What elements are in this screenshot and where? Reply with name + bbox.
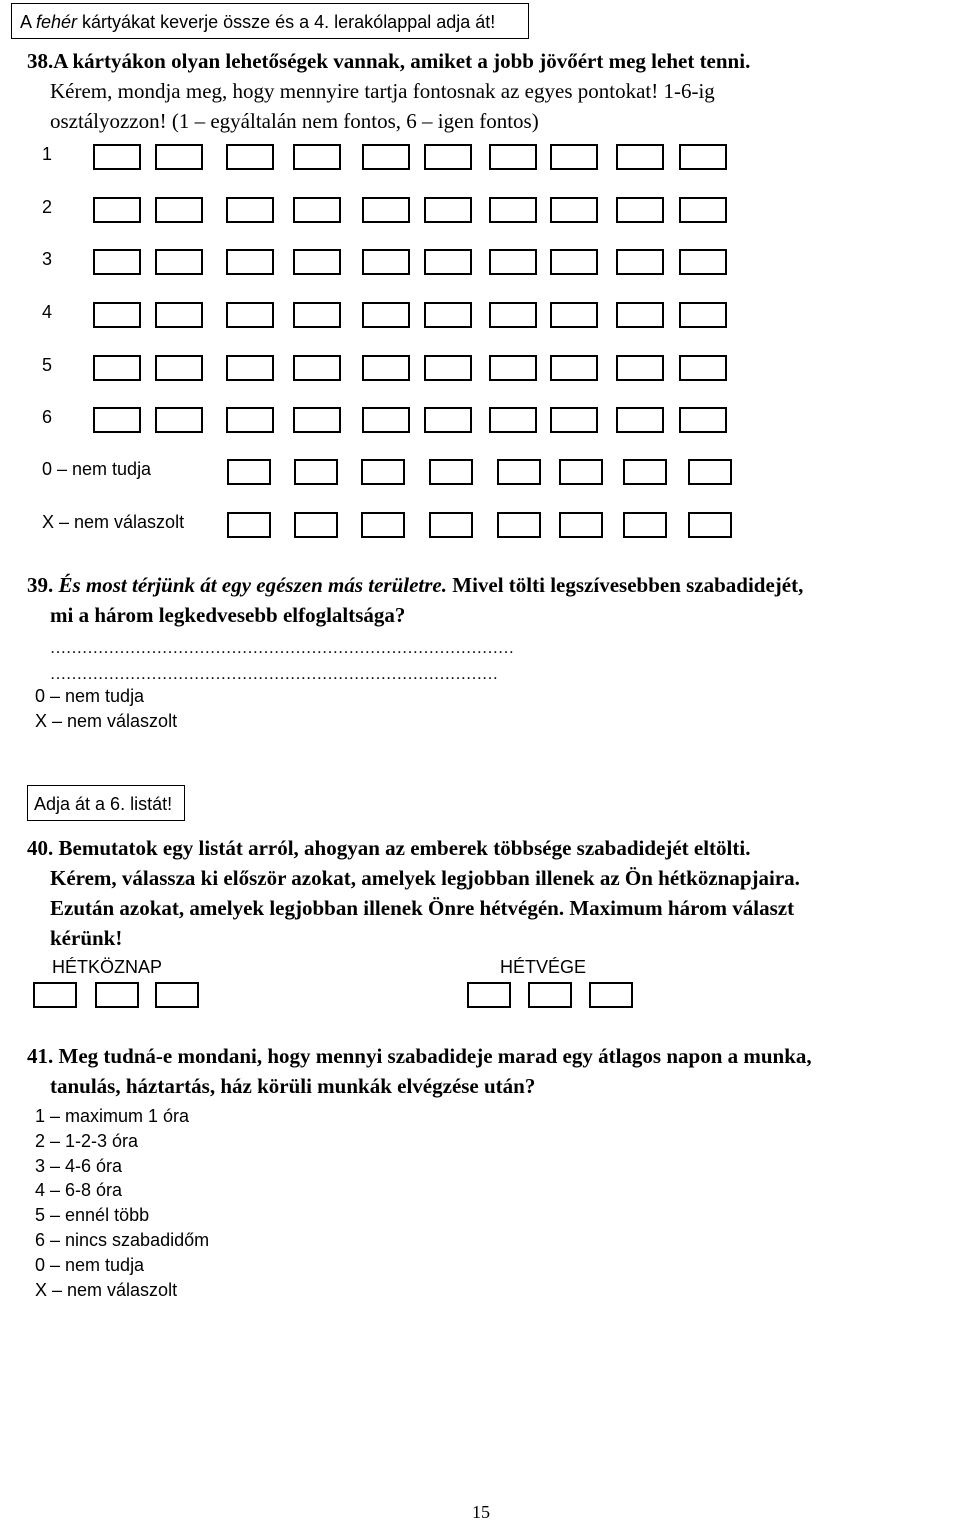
weekday-choice-box-1[interactable]: [33, 982, 77, 1008]
q38-answer-box[interactable]: [489, 407, 537, 433]
q41-line1: 41. Meg tudná-e mondani, hogy mennyi szabadideje marad egy átlagos napon a munka,: [27, 1044, 812, 1068]
q38-answer-box[interactable]: [424, 197, 472, 223]
q38-answer-box[interactable]: [155, 197, 203, 223]
weekend-choice-box-3[interactable]: [589, 982, 633, 1008]
q38-answer-box[interactable]: [429, 512, 473, 538]
q38-answer-box[interactable]: [93, 144, 141, 170]
q38-answer-box[interactable]: [227, 459, 271, 485]
instruction-prefix: A: [20, 12, 37, 32]
q38-answer-box[interactable]: [227, 512, 271, 538]
instruction-rest: kártyákat keverje össze és a 4. lerakólappal adja át!: [77, 12, 496, 32]
q38-answer-box[interactable]: [688, 512, 732, 538]
q38-answer-box[interactable]: [93, 197, 141, 223]
q38-row-label: 2: [42, 197, 53, 217]
q38-answer-box[interactable]: [424, 355, 472, 381]
q38-answer-box[interactable]: [623, 459, 667, 485]
q38-answer-box[interactable]: [362, 302, 410, 328]
q38-answer-box[interactable]: [550, 144, 598, 170]
q38-answer-box[interactable]: [559, 512, 603, 538]
q38-answer-box[interactable]: [93, 407, 141, 433]
q41-option: 5 – ennél több: [35, 1205, 150, 1226]
q38-answer-box[interactable]: [688, 459, 732, 485]
q38-answer-box[interactable]: [489, 302, 537, 328]
q38-answer-box[interactable]: [616, 355, 664, 381]
q38-answer-box[interactable]: [679, 144, 727, 170]
q41-option: 3 – 4-6 óra: [35, 1155, 123, 1176]
q38-answer-box[interactable]: [616, 302, 664, 328]
weekday-choice-box-2[interactable]: [95, 982, 139, 1008]
q38-answer-box[interactable]: [155, 355, 203, 381]
q39-number: 39.: [27, 573, 59, 597]
handover-instruction-box: Adja át a 6. listát!: [27, 785, 185, 821]
q38-answer-box[interactable]: [361, 459, 405, 485]
q38-answer-box[interactable]: [550, 407, 598, 433]
q38-answer-box[interactable]: [93, 355, 141, 381]
weekend-choice-box-1[interactable]: [467, 982, 511, 1008]
q38-answer-box[interactable]: [424, 302, 472, 328]
q38-answer-box[interactable]: [362, 249, 410, 275]
weekend-choice-box-2[interactable]: [528, 982, 572, 1008]
q40-line4: kérünk!: [50, 926, 123, 950]
q38-answer-box[interactable]: [293, 355, 341, 381]
q39-line1: [27, 570, 803, 600]
q38-answer-box[interactable]: [155, 407, 203, 433]
q39-answer-line-1[interactable]: ……………………………………………………………………………: [50, 640, 514, 657]
q41-option: 4 – 6-8 óra: [35, 1180, 123, 1201]
q39-option-0: 0 – nem tudja: [35, 686, 145, 706]
q38-row-label: 0 – nem tudja: [42, 459, 152, 479]
q38-answer-box[interactable]: [679, 249, 727, 275]
q40-line1: 40. Bemutatok egy listát arról, ahogyan az emberek többsége szabadidejét eltölti.: [27, 836, 751, 860]
q38-answer-box[interactable]: [679, 302, 727, 328]
q38-answer-box[interactable]: [362, 197, 410, 223]
weekday-label: HÉTKÖZNAP: [52, 957, 163, 977]
q38-answer-box[interactable]: [489, 355, 537, 381]
q38-answer-box[interactable]: [616, 407, 664, 433]
instruction-box: [11, 3, 529, 39]
q38-answer-box[interactable]: [155, 144, 203, 170]
q38-answer-box[interactable]: [489, 249, 537, 275]
q38-answer-box[interactable]: [226, 249, 274, 275]
q38-answer-box[interactable]: [497, 459, 541, 485]
q38-answer-box[interactable]: [293, 249, 341, 275]
q38-answer-box[interactable]: [623, 512, 667, 538]
q38-answer-box[interactable]: [294, 512, 338, 538]
q38-answer-box[interactable]: [226, 355, 274, 381]
q38-answer-box[interactable]: [293, 144, 341, 170]
q38-answer-box[interactable]: [155, 302, 203, 328]
page-number: 15: [472, 1502, 490, 1522]
q38-row-label: 6: [42, 407, 53, 427]
q38-answer-box[interactable]: [93, 249, 141, 275]
q39-answer-line-2[interactable]: …………………………………………………………………………: [50, 666, 498, 683]
q38-answer-box[interactable]: [362, 144, 410, 170]
q39-intro-italic: És most térjünk át egy egészen más területre.: [58, 573, 447, 597]
q38-answer-box[interactable]: [424, 144, 472, 170]
instruction-italic-word: fehér: [36, 12, 78, 32]
q38-row-label: 3: [42, 249, 53, 269]
q38-answer-box[interactable]: [429, 459, 473, 485]
q38-answer-box[interactable]: [93, 302, 141, 328]
q38-answer-box[interactable]: [424, 249, 472, 275]
q39-question-part: Mivel tölti legszívesebben szabadidejét,: [447, 573, 804, 597]
q38-answer-box[interactable]: [226, 144, 274, 170]
q38-answer-box[interactable]: [293, 407, 341, 433]
q38-answer-box[interactable]: [616, 249, 664, 275]
q39-line2: mi a három legkedvesebb elfoglaltsága?: [50, 603, 406, 627]
q38-row-label: 4: [42, 302, 53, 322]
q38-answer-box[interactable]: [226, 407, 274, 433]
q38-answer-box[interactable]: [550, 355, 598, 381]
q38-answer-box[interactable]: [294, 459, 338, 485]
q38-answer-box[interactable]: [550, 197, 598, 223]
q38-answer-box[interactable]: [497, 512, 541, 538]
q38-row-label: 1: [42, 144, 53, 164]
q38-answer-box[interactable]: [155, 249, 203, 275]
q40-line3: Ezután azokat, amelyek legjobban illenek Önre hétvégén. Maximum három választ: [50, 896, 795, 920]
q38-answer-box[interactable]: [362, 407, 410, 433]
q38-answer-box[interactable]: [679, 197, 727, 223]
q41-option: X – nem válaszolt: [35, 1279, 178, 1300]
q38-row-label: 5: [42, 355, 53, 375]
weekend-label: HÉTVÉGE: [500, 957, 587, 977]
q41-option: 1 – maximum 1 óra: [35, 1106, 190, 1126]
q38-answer-box[interactable]: [489, 144, 537, 170]
q38-answer-box[interactable]: [550, 249, 598, 275]
q41-option: 6 – nincs szabadidőm: [35, 1230, 210, 1250]
q39-option-x: X – nem válaszolt: [35, 711, 178, 731]
q38-answer-box[interactable]: [293, 197, 341, 223]
q38-answer-box[interactable]: [679, 407, 727, 433]
q41-option: 0 – nem tudja: [35, 1254, 145, 1275]
q38-answer-box[interactable]: [550, 302, 598, 328]
q38-answer-box[interactable]: [293, 302, 341, 328]
q38-line2: Kérem, mondja meg, hogy mennyire tartja fontosnak az egyes pontokat! 1-6-ig: [50, 79, 715, 103]
q38-answer-box[interactable]: [489, 197, 537, 223]
weekday-choice-box-3[interactable]: [155, 982, 199, 1008]
q38-line3: osztályozzon! (1 – egyáltalán nem fontos, 6 – igen fontos): [50, 109, 539, 133]
q38-answer-box[interactable]: [361, 512, 405, 538]
q38-answer-box[interactable]: [226, 197, 274, 223]
q38-answer-box[interactable]: [616, 144, 664, 170]
q38-answer-box[interactable]: [226, 302, 274, 328]
q41-option: 2 – 1-2-3 óra: [35, 1130, 139, 1151]
q38-answer-box[interactable]: [679, 355, 727, 381]
q38-row-label: X – nem válaszolt: [42, 512, 185, 532]
q38-answer-box[interactable]: [559, 459, 603, 485]
q38-answer-box[interactable]: [362, 355, 410, 381]
q41-line2: tanulás, háztartás, ház körüli munkák elvégzése után?: [50, 1074, 536, 1098]
q40-line2: Kérem, válassza ki először azokat, amelyek legjobban illenek az Ön hétköznapjaira.: [50, 866, 800, 890]
q38-answer-box[interactable]: [424, 407, 472, 433]
q38-answer-box[interactable]: [616, 197, 664, 223]
q38-line1: 38.A kártyákon olyan lehetőségek vannak, amiket a jobb jövőért meg lehet tenni.: [27, 49, 751, 73]
